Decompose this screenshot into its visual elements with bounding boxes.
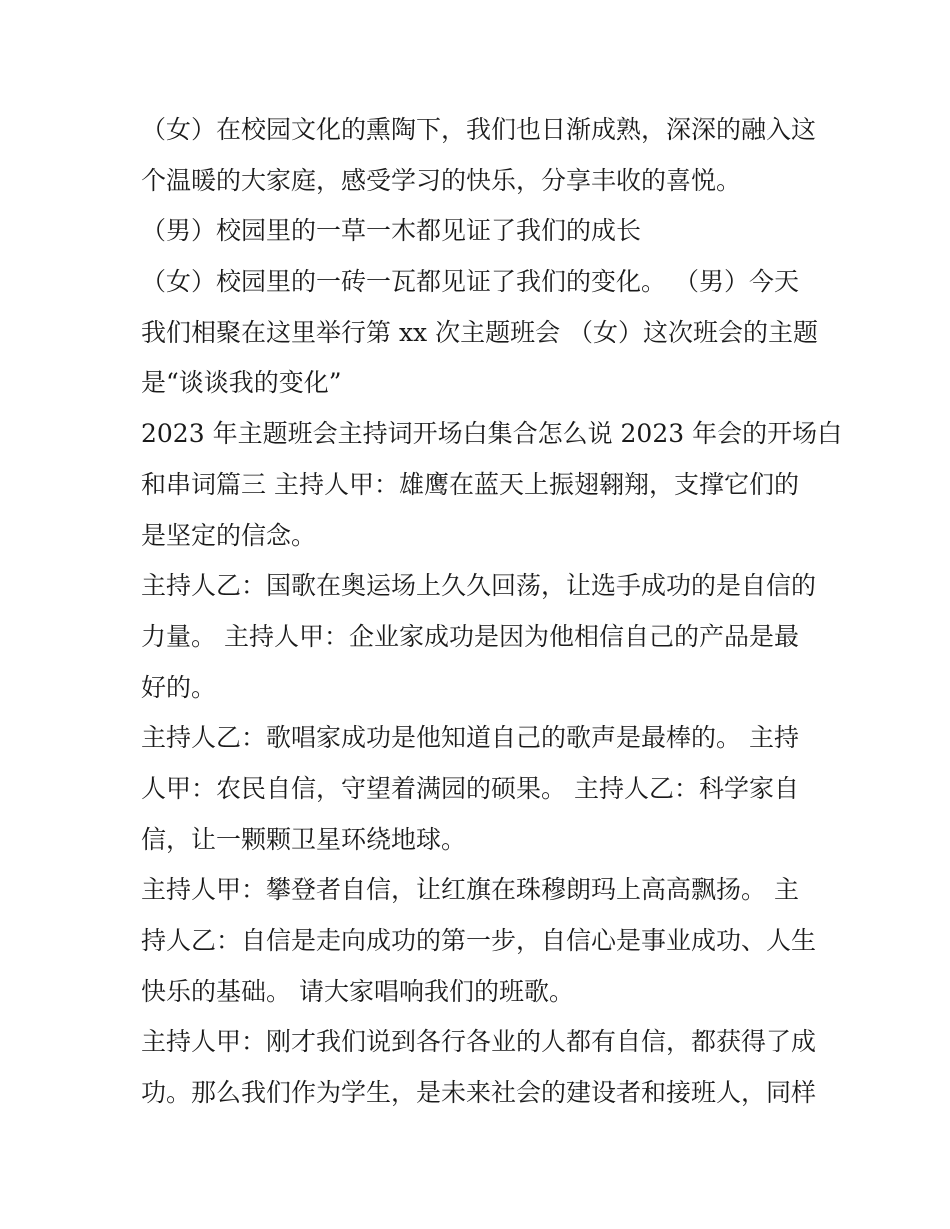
text-line: （女）在校园文化的熏陶下，我们也日渐成熟，深深的融入这	[141, 115, 817, 144]
paragraph-host-b-anthem	[141, 561, 821, 713]
paragraph-female-school-culture	[141, 105, 821, 206]
paragraph-section-three-title	[141, 409, 843, 561]
text-line: 主持人甲：攀登者自信，让红旗在珠穆朗玛上高高飘扬。 主	[141, 875, 799, 905]
paragraph-host-a-climber	[141, 865, 821, 1017]
text-line: 快乐的基础。 请大家唱响我们的班歌。	[141, 976, 574, 1006]
text-line: 是“谈谈我的变化”	[141, 368, 342, 398]
text-line: 2023 年主题班会主持词开场白集合怎么说 2023 年会的开场白	[141, 419, 843, 449]
text-line: 持人乙：自信是走向成功的第一步，自信心是事业成功、人生	[141, 926, 817, 955]
text-line: 主持人乙：歌唱家成功是他知道自己的歌声是最棒的。 主持	[141, 723, 799, 753]
paragraph-host-a-students	[141, 1017, 821, 1118]
text-line: 个温暖的大家庭，感受学习的快乐，分享丰收的喜悦。	[141, 165, 742, 195]
text-line: 信，让一颗颗卫星环绕地球。	[141, 824, 467, 854]
text-line: 我们相聚在这里举行第 xx 次主题班会 （女）这次班会的主题	[141, 317, 819, 347]
paragraph-host-b-singer	[141, 713, 821, 865]
text-line: 功。那么我们作为学生，是未来社会的建设者和接班人，同样	[141, 1078, 817, 1108]
text-line: （女）校园里的一砖一瓦都见证了我们的变化。 （男）今天	[141, 267, 799, 297]
text-line: （男）校园里的一草一木都见证了我们的成长	[141, 216, 642, 246]
text-line: 主持人甲：刚才我们说到各行各业的人都有自信，都获得了成	[141, 1027, 817, 1057]
text-line: 是坚定的信念。	[141, 520, 317, 550]
paragraph-male-growth	[141, 206, 821, 257]
text-line: 力量。 主持人甲：企业家成功是因为他相信自己的产品是最	[141, 621, 799, 651]
text-line: 人甲：农民自信，守望着满园的硕果。 主持人乙：科学家自	[141, 773, 799, 803]
text-line: 主持人乙：国歌在奥运场上久久回荡，让选手成功的是自信的	[141, 571, 817, 601]
paragraph-female-change	[141, 257, 821, 409]
text-line: 好的。	[141, 672, 217, 702]
text-line: 和串词篇三 主持人甲：雄鹰在蓝天上振翅翱翔，支撑它们的	[141, 469, 799, 499]
document-body	[141, 105, 843, 1119]
